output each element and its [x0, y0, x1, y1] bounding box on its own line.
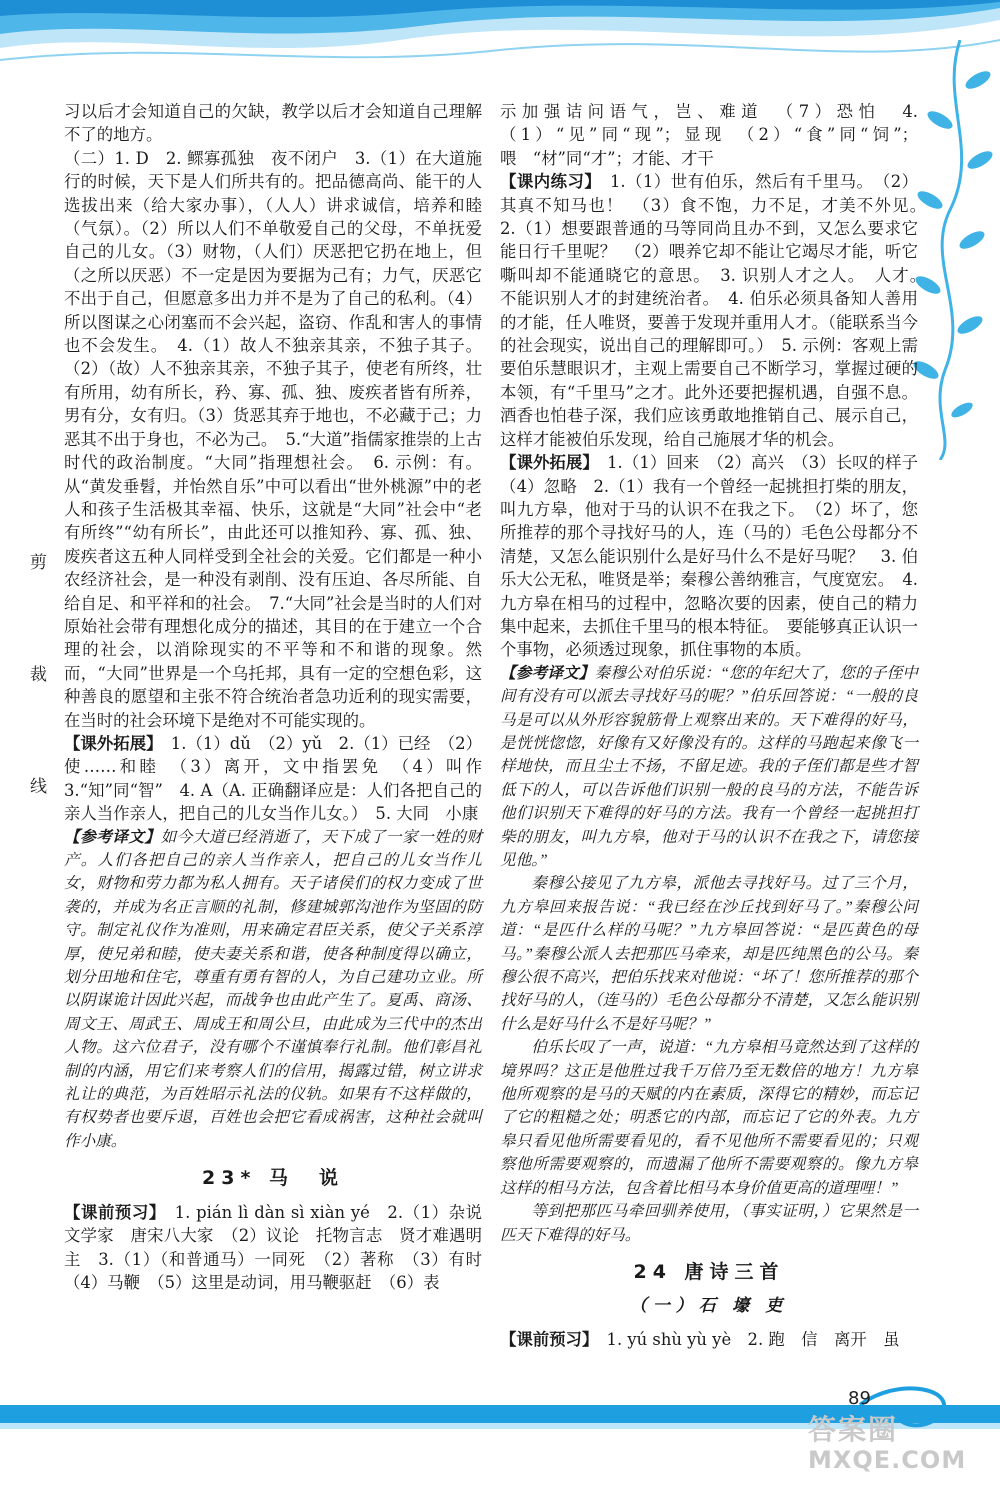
section-heading-24: 24 唐诗三首: [633, 1260, 785, 1283]
paragraph: 习以后才会知道自己的欠缺，教学以后才会知道自己理解不了的地方。: [64, 102, 482, 145]
top-decorative-band: [0, 0, 1000, 90]
paragraph-text: 1.（1）dǔ （2）yǔ 2.（1）已经 （2）使……和睦 （3）离开，文中指罢免 （4）叫作 3.“知”同“智” 4. A（A. 正确翻译应是：人们各把自己的亲人当作亲人，把自己的儿女当作儿女。） 5. 大同 小康: [64, 733, 499, 824]
section-tag: 【参考译文】: [500, 663, 595, 682]
cut-line-char-1: 剪: [30, 553, 47, 573]
watermark-url: MXQE.COM: [808, 1446, 967, 1474]
paragraph: [500, 170, 935, 451]
cut-line-char-2: 裁: [30, 665, 47, 685]
translation-paragraph: [64, 826, 482, 1154]
paragraph: [500, 1328, 918, 1351]
section-tag: 【参考译文】: [64, 827, 161, 846]
right-column: [500, 100, 935, 1351]
page-number: 89: [848, 1388, 871, 1409]
paragraph-text: 秦穆公对伯乐说：“您的年纪大了，您的子侄中间有没有可以派去寻找好马的呢？”伯乐回答说：“一般的良马是可以从外形容貌筋骨上观察出来的。天下难得的好马，是恍恍惚惚，好像有又好像没有的。这样的马跑起来像飞一样地快，而且尘土不扬，不留足迹。我的子侄们都是些才智低下的人，可以告诉他们识别一般的良马的方法，不能告诉他们识别天下难得的好马的方法。我有一个曾经一起挑担打柴的朋友，叫九方皋，他对于马的认识不在我之下，请您接见他。”: [500, 664, 918, 869]
left-column: [64, 100, 499, 1294]
section-subheading: （一）石 壕 吏: [629, 1296, 789, 1316]
watermark-text: 答案圈: [808, 1413, 899, 1446]
translation-paragraph: [500, 662, 918, 873]
translation-paragraph: 伯乐长叹了一声，说道：“九方皋相马竟然达到了这样的境界吗？这正是他胜过我千万倍乃至无数倍的地方！九方皋他所观察的是马的天赋的内在素质，深得它的精妙，而忘记了它的粗糙之处；明悉它的内部，而忘记了它的外表。九方皋只看见他所需要看见的，看不见他所不需要看见的；只观察他所需要观察的，而遗漏了他所不需要观察的。像九方皋这样的相马方法，包含着比相马本身价值更高的道理哩！”: [500, 1039, 918, 1197]
translation-paragraph: 等到把那匹马牵回驯养使用，（事实证明，）它果然是一匹天下难得的好马。: [500, 1203, 918, 1244]
watermark-logo: [808, 1408, 966, 1474]
section-tag: 【课外拓展】: [500, 453, 591, 473]
cut-line-char-3: 线: [30, 777, 47, 797]
section-tag: 【课前预习】: [64, 1202, 158, 1222]
paragraph-text: 1. pián lì dàn sì xiàn yé 2.（1）杂说 文学家 唐宋八大家 （2）议论 托物言志 贤才难遇明主 3.（1）（和普通马）一同死 （2）著称 （3）有时 （4）马鞭 （5）这里是动词，用马鞭驱赶 （6）表: [64, 1202, 499, 1292]
paragraph: [500, 451, 935, 662]
paragraph-text: 1.（1）世有伯乐，然后有千里马。 （2）其真不知马也！ （3）食不饱，力不足，才美不外见。 2.（1）想要跟普通的马等同尚且办不到，又怎么要求它能日行千里呢？ （2）喂养它却不能让它竭尽才能，听它嘶叫却不能通晓它的意思。 3. 识别人才之人。 人才。 不能识别人才的封建统治者。 4. 伯乐必须具备知人善用的才能，任人唯贤，要善于发现并重用人才。（能联系当今的社会现实，说出自己的理解即可。） 5. 示例：客观上需要伯乐慧眼识才，主观上需要自己不断学习，掌握过硬的本领，有“千里马”之才。此外还要把握机遇，自强不息。酒香也怕巷子深，我们应该勇敢地推销自己、展示自己，这样才能被伯乐发现，给自己施展才华的机会。: [500, 172, 935, 449]
paragraph-text: 1.（1）回来 （2）高兴 （3）长叹的样子 （4）忽略 2.（1）我有一个曾经一起挑担打柴的朋友，叫九方皋，他对于马的认识不在我之下。 （2）坏了，您所推荐的那个寻找好马的人，连（马的）毛色公母都分不清楚，又怎么能识别什么是好马什么不是好马呢？ 3. 伯乐大公无私，唯贤是举；秦穆公善纳雅言，气度宽宏。 4. 九方皋在相马的过程中，忽略次要的因素，使自己的精力集中起来，去抓住千里马的根本特征。 要能够真正认识一个事物，必须透过现象，抓住事物的本质。: [500, 453, 935, 660]
translation-paragraph: 秦穆公接见了九方皋，派他去寻找好马。过了三个月，九方皋回来报告说：“我已经在沙丘找到好马了。”秦穆公问道：“是匹什么样的马呢？”九方皋回答说：“是匹黄色的母马。”秦穆公派人去把那匹马牵来，却是匹纯黑色的公马。秦穆公很不高兴，把伯乐找来对他说：“坏了！您所推荐的那个找好马的人，（连马的）毛色公母都分不清楚，又怎么能识别什么是好马什么不是好马呢？”: [500, 875, 918, 1033]
section-tag: 【课内练习】: [500, 172, 594, 192]
paragraph: 示加强诘问语气，岂、难道 （7）恐怕 4.（1）“见”同“现”；显现 （2）“食”同“饲”；喂 “材”同“才”；才能、才干: [500, 102, 918, 168]
section-tag: 【课前预习】: [500, 1329, 591, 1349]
section-heading-23: 23* 马 说: [202, 1167, 344, 1190]
paragraph: （二）1. D 2. 鳏寡孤独 夜不闭户 3.（1）在大道施行的时候，天下是人们所共有的。把品德高尚、能干的人选拔出来（给大家办事），（人人）讲求诚信，培养和睦（气氛）。（2）所以人们不单敬爱自己的父母，不单抚爱自己的儿女。（3）财物，（人们）厌恶把它扔在地上，但（之所以厌恶）不一定是因为要据为己有；力气，厌恶它不出于自己，但愿意多出力并不是为了自己的私利。（4）所以图谋之心闭塞而不会兴起，盗窃、作乱和害人的事情也不会发生。 4.（1）故人不独亲其亲，不独子其子。（2）（故）人不独亲其亲，不独子其子，使老有所终，壮有所用，幼有所长，矜、寡、孤、独、废疾者皆有所养，男有分，女有归。（3）货恶其弃于地也，不必藏于己；力恶其不出于身也，不必为己。 5.“大道”指儒家推崇的上古时代的政治制度。“大同”指理想社会。 6. 示例：有。从“黄发垂髫，并怡然自乐”中可以看出“世外桃源”中的老人和孩子生活极其幸福、快乐，这就是“大同”社会中“老有所终”“幼有所长”，由此还可以推知矜、寡、孤、独、废疾者这五种人同样受到全社会的关爱。它们都是一种小农经济社会，是一种没有剥削、没有压迫、各尽所能、自给自足、和平祥和的社会。 7.“大同”社会是当时的人们对原始社会带有理想化成分的描述，其目的在于建立一个合理的社会，以消除现实的不平等和不和谐的现象。然而，“大同”世界是一个乌托邦，具有一定的空想色彩，这种善良的愿望和主张不符合统治者急功近利的现实需要，在当时的社会环境下是绝对不可能实现的。: [64, 148, 482, 730]
section-tag: 【课外拓展】: [64, 733, 155, 753]
paragraph: [64, 732, 499, 826]
paragraph-text: 1. yú shù yù yè 2. 跑 信 离开 虽: [590, 1329, 900, 1349]
paragraph: [64, 1201, 499, 1295]
paragraph-text: 如今大道已经消逝了，天下成了一家一姓的财产。人们各把自己的亲人当作亲人，把自己的儿女当作儿女，财物和劳力都为私人拥有。天子诸侯们的权力变成了世袭的，并成为名正言顺的礼制，修建城郭沟池作为坚固的防守。制定礼仪作为准则，用来确定君臣关系，使父子关系淳厚，使兄弟和睦，使夫妻关系和谐，使各种制度得以确立，划分田地和住宅，尊重有勇有智的人，为自己建功立业。所以阴谋诡计因此兴起，而战争也由此产生了。夏禹、商汤、周文王、周武王、周成王和周公旦，由此成为三代中的杰出人物。这六位君子，没有哪个不谨慎奉行礼制。他们彰昌礼制的内涵，用它们来考察人们的信用，揭露过错，树立讲求礼让的典范，为百姓昭示礼法的仪轨。如果有不这样做的，有权势者也要斥退，百姓也会把它看成祸害，这种社会就叫作小康。: [64, 828, 483, 1150]
